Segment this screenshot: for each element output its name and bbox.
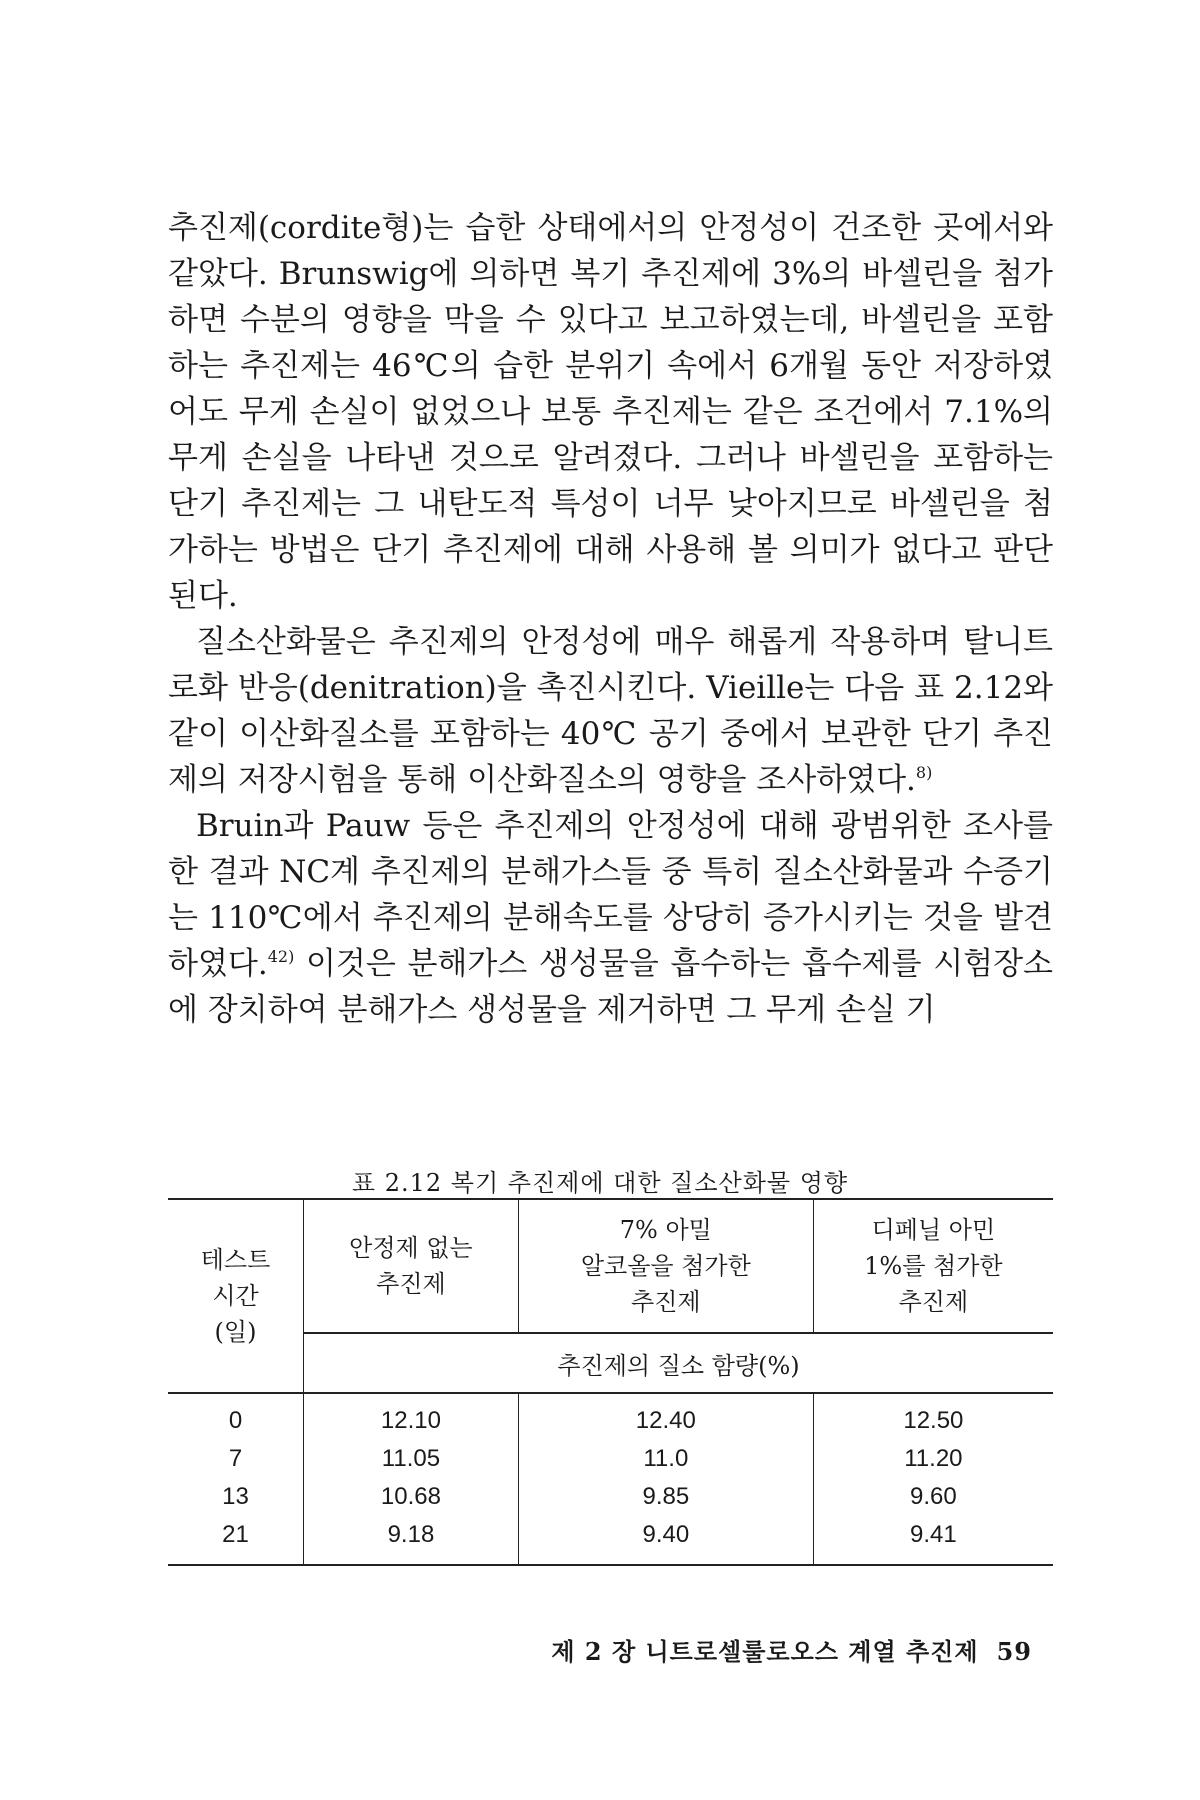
cell-day: 7 — [228, 1445, 243, 1472]
table-row — [168, 1516, 1053, 1565]
cell-diphenylamine: 9.60 — [813, 1478, 1053, 1516]
paragraph-3-text-a: Bruin과 Pauw 등은 추진제의 안정성에 대해 광범위한 조사를 한 결과 NC계 추진제의 분해가스들 중 특히 질소산화물과 수증기는 110℃에서 추진제의 분해속도를 상당히 증가시키는 것을 발견하였다. — [168, 808, 1053, 982]
header-test-time-line1: 테스트 — [200, 1246, 271, 1274]
header-diphenylamine — [813, 1199, 1053, 1333]
header-no-stabilizer-line1: 안정제 없는 — [349, 1234, 473, 1262]
header-no-stabilizer-line2: 추진제 — [376, 1270, 446, 1298]
cell-day: 13 — [222, 1483, 249, 1510]
table-header-row — [168, 1199, 1053, 1333]
header-test-time — [168, 1199, 304, 1393]
footnote-ref-8: 8) — [915, 763, 933, 782]
table-row — [168, 1440, 1053, 1478]
paragraph-2-text: 질소산화물은 추진제의 안정성에 매우 해롭게 작용하며 탈니트로화 반응(denitration)을 촉진시킨다. Vieille는 다음 표 2.12와 같이 이산화질소를 포함하는 40℃ 공기 중에서 보관한 단기 추진제의 저장시험을 통해 이산화질소의 영향을 조사하였다. — [168, 624, 1053, 798]
body-text — [168, 205, 1053, 1033]
header-diphenylamine-line2: 1%를 첨가한 — [864, 1252, 1003, 1280]
cell-diphenylamine: 9.41 — [813, 1516, 1053, 1565]
header-diphenylamine-line3: 추진제 — [898, 1288, 969, 1316]
paragraph-1 — [168, 205, 1053, 619]
cell-no-stabilizer: 10.68 — [304, 1478, 519, 1516]
cell-no-stabilizer: 11.05 — [304, 1440, 519, 1478]
nitrogen-oxide-table — [168, 1198, 1053, 1566]
page-number: 59 — [996, 1637, 1032, 1666]
header-test-time-line3: (일) — [214, 1318, 257, 1346]
cell-no-stabilizer: 9.18 — [304, 1516, 519, 1565]
header-amyl-alcohol — [518, 1199, 813, 1333]
cell-no-stabilizer: 12.10 — [304, 1393, 519, 1440]
header-diphenylamine-line1: 디페닐 아민 — [871, 1216, 996, 1244]
footnote-ref-42: 42) — [267, 947, 295, 966]
chapter-title: 제 2 장 니트로셀룰로오스 계열 추진제 — [551, 1637, 979, 1666]
header-test-time-line2: 시간 — [212, 1282, 259, 1310]
table-caption: 표 2.12 복기 추진제에 대한 질소산화물 영향 — [351, 1169, 849, 1197]
header-amyl-alcohol-line2: 알코올을 첨가한 — [580, 1252, 751, 1280]
cell-amyl-alcohol: 9.85 — [518, 1478, 813, 1516]
table-row — [168, 1393, 1053, 1440]
paragraph-1-text: 추진제(cordite형)는 습한 상태에서의 안정성이 건조한 곳에서와 같았다. Brunswig에 의하면 복기 추진제에 3%의 바셀린을 첨가하면 수분의 영향을 막을 수 있다고 보고하였는데, 바셀린을 포함하는 추진제는 46℃의 습한 분위기 속에서 6개월 동안 저장하였어도 무게 손실이 없었으나 보통 추진제는 같은 조건에서 7.1%의 무게 손실을 나타낸 것으로 알려졌다. 그러나 바셀린을 포함하는 단기 추진제는 그 내탄도적 특성이 너무 낮아지므로 바셀린을 첨가하는 방법은 단기 추진제에 대해 사용해 볼 의미가 없다고 판단된다. — [168, 210, 1053, 614]
paragraph-3-text-b: 이것은 분해가스 생성물을 흡수하는 흡수제를 시험장소에 장치하여 분해가스 생성물을 제거하면 그 무게 손실 기 — [168, 946, 1053, 1028]
header-no-stabilizer — [304, 1199, 519, 1333]
page-footer — [551, 1632, 1032, 1667]
cell-amyl-alcohol: 9.40 — [518, 1516, 813, 1565]
cell-day: 21 — [168, 1516, 304, 1565]
table-row — [168, 1478, 1053, 1516]
cell-amyl-alcohol: 11.0 — [518, 1440, 813, 1478]
header-amyl-alcohol-line3: 추진제 — [631, 1288, 701, 1316]
cell-diphenylamine: 12.50 — [813, 1393, 1053, 1440]
cell-amyl-alcohol: 12.40 — [518, 1393, 813, 1440]
cell-diphenylamine: 11.20 — [813, 1440, 1053, 1478]
cell-day: 0 — [168, 1393, 304, 1440]
paragraph-3 — [168, 803, 1053, 1033]
header-amyl-alcohol-line1: 7% 아밀 — [619, 1216, 712, 1244]
header-nitrogen-content: 추진제의 질소 함량(%) — [304, 1333, 1054, 1393]
paragraph-2 — [168, 619, 1053, 803]
